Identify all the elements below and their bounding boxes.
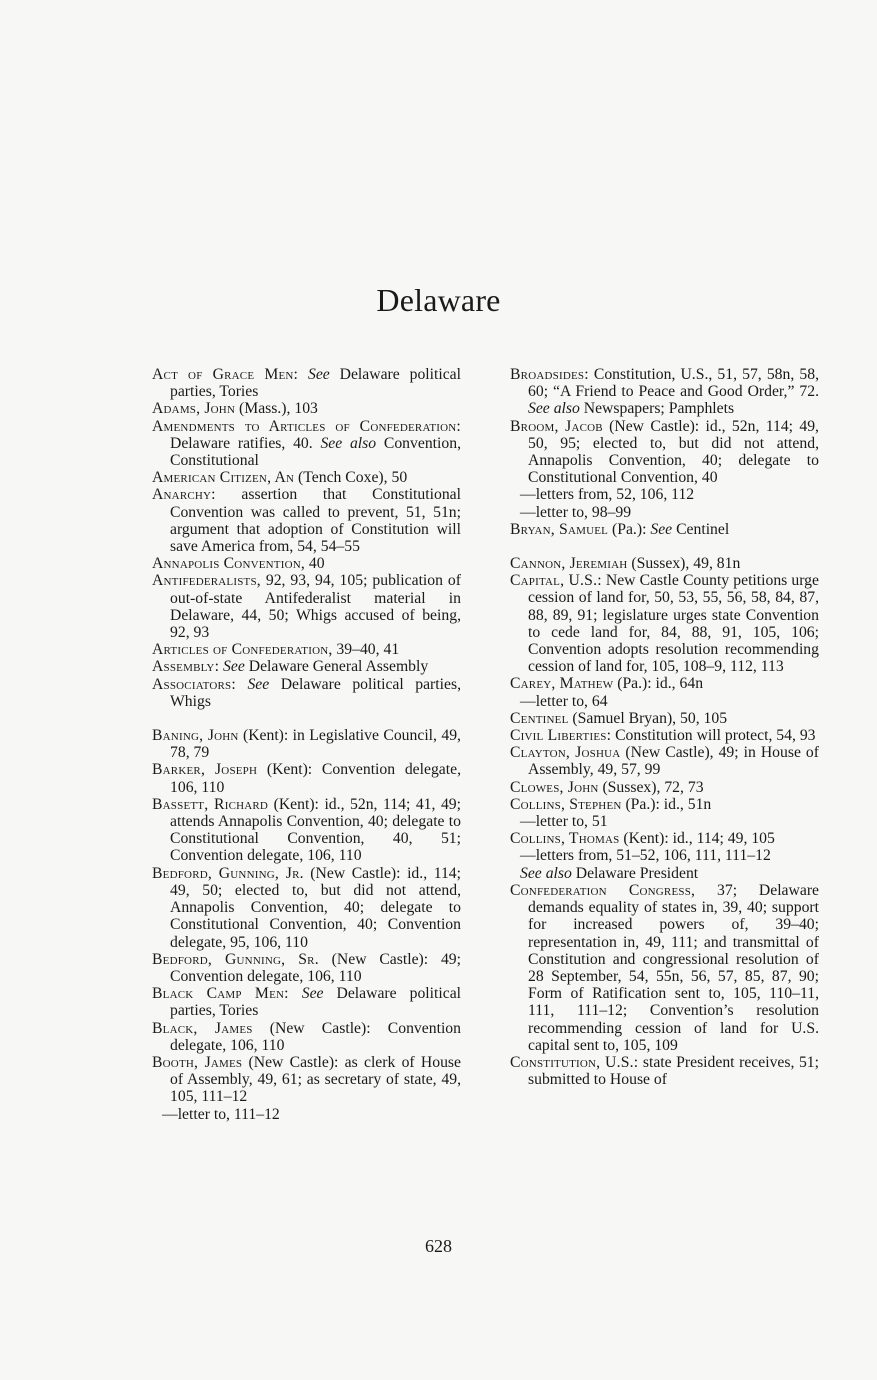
index-subentry: —letter to, 98–99: [520, 503, 632, 521]
entry-heading: Amendments to Articles of Confederation:: [152, 417, 461, 435]
index-entry: [152, 796, 461, 865]
index-entry: [152, 572, 461, 641]
entry-text: assertion that Constitutional Convention was called to prevent, 51, 51n; argument that adoption of Constitution will save America from, 54, 54–55: [170, 486, 461, 556]
page-number: 628: [425, 1236, 452, 1256]
entry-heading: Anarchy:: [152, 486, 216, 504]
index-entry: [152, 641, 461, 658]
entry-text: (Kent): id., 114; 49, 105: [619, 830, 775, 848]
entry-heading: Collins, Stephen: [510, 795, 622, 813]
index-subentry: —letter to, 111–12: [162, 1105, 280, 1123]
entry-heading: Articles of Confederation,: [152, 641, 333, 659]
entry-heading: Black, James: [152, 1019, 253, 1037]
entry-heading: Bedford, Gunning, Jr.: [152, 864, 304, 882]
index-entry: [152, 400, 461, 417]
entry-heading: Capital, U.S.:: [510, 572, 602, 590]
index-entry: [152, 727, 461, 761]
entry-heading: Bedford, Gunning, Sr.: [152, 950, 319, 968]
index-entry: [152, 555, 461, 572]
entry-text: (Sussex), 49, 81n: [627, 555, 741, 573]
index-entry: [152, 1020, 461, 1054]
entry-heading: Antifederalists,: [152, 572, 261, 590]
index-subentry: See also Delaware President: [520, 864, 699, 882]
index-entry: [152, 418, 461, 470]
entry-text: 40: [305, 555, 325, 573]
entry-heading: Carey, Mathew: [510, 675, 614, 693]
entry-text: (New Castle): Convention delegate, 106, 110: [170, 1019, 461, 1054]
entry-text: (Mass.), 103: [235, 400, 318, 418]
entry-text: (Pa.): id., 64n: [613, 675, 704, 693]
entry-text: (New Castle): as clerk of House of Assembly, 49, 61; as secretary of state, 49, 105, 111–12: [170, 1053, 461, 1106]
index-entry: [152, 865, 461, 951]
index-entry: [510, 1054, 819, 1088]
index-entry: [152, 366, 461, 400]
entry-heading: Constitution, U.S.:: [510, 1053, 639, 1071]
entry-heading: Broadsides:: [510, 366, 589, 383]
index-entry: [510, 779, 819, 796]
entry-heading: American Citizen, An: [152, 469, 295, 487]
entry-text: See Delaware political parties, Tories: [170, 985, 462, 1020]
entry-text: New Castle County petitions urge cession of land for, 50, 53, 55, 56, 58, 84, 87, 88, 89, 91; legislature urges state Convention to cede land for, 84, 88, 91, 105, 106; Convention adopts resolution recommending cession of land for, 105, 108–9, 112, 113: [528, 572, 819, 676]
entry-heading: Clayton, Joshua: [510, 744, 621, 762]
entry-text: (Kent): in Legislative Council, 49, 78, 79: [170, 727, 461, 762]
entry-text: (Pa.): See Centinel: [608, 520, 730, 538]
entry-heading: Baning, John: [152, 727, 239, 745]
entry-heading: Centinel: [510, 709, 569, 727]
entry-heading: Clowes, John: [510, 778, 599, 796]
entry-heading: Associators:: [152, 675, 236, 693]
entry-text: See Delaware General Assembly: [223, 658, 429, 676]
entry-heading: Booth, James: [152, 1053, 243, 1071]
index-column-left: [152, 366, 461, 1123]
index-entry: [510, 830, 819, 847]
index-entry: [510, 555, 819, 572]
section-gap: [152, 710, 461, 727]
entry-heading: Collins, Thomas: [510, 830, 620, 848]
entry-text: Delaware ratifies, 40. See also Convention, Constitutional: [170, 434, 461, 470]
entry-heading: Bassett, Richard: [152, 795, 269, 813]
index-entry: [510, 572, 819, 675]
entry-heading: Cannon, Jeremiah: [510, 555, 628, 573]
entry-text: (Sussex), 72, 73: [598, 778, 704, 796]
entry-text: (Samuel Bryan), 50, 105: [568, 709, 728, 727]
index-entry: [152, 1054, 461, 1106]
index-entry: [510, 521, 819, 538]
index-entry: [510, 882, 819, 1054]
entry-text: (New Castle): 49; Convention delegate, 106, 110: [170, 950, 462, 985]
entry-text: (Kent): Convention delegate, 106, 110: [170, 761, 461, 796]
entry-text: state President receives, 51; submitted to House of: [528, 1053, 819, 1089]
index-column-right: [510, 366, 819, 1088]
entry-text: 37; Delaware demands equality of states in, 39, 40; support for increased powers of, 39–40; representation in, 49, 111; and transmittal of Constitution and congressional resolution of 28 September, 54, 55n, 56, 57, 85, 87, 90; Form of Ratification sent to, 105, 110–11, 111, 111–12; Convention’s resolution recommending cession of land for U.S. capital sent to, 105, 109: [528, 881, 820, 1054]
entry-text: See Delaware political parties, Whigs: [170, 675, 461, 710]
entry-text: (New Castle): id., 52n, 114; 49, 50, 95; elected to, but did not attend, Annapolis Convention, 40; delegate to Constitutional Convention, 40: [528, 417, 819, 487]
entry-heading: Black Camp Men:: [152, 985, 289, 1003]
entry-heading: Adams, John: [152, 400, 236, 418]
entry-text: (New Castle), 49; in House of Assembly, 49, 57, 99: [528, 744, 819, 779]
entry-text: See Delaware political parties, Tories: [170, 366, 462, 401]
index-subentry: —letter to, 51: [520, 813, 608, 831]
entry-heading: Confederation Congress,: [510, 881, 696, 899]
index-entry: [152, 658, 461, 675]
entry-text: Constitution, U.S., 51, 57, 58n, 58, 60; “A Friend to Peace and Good Order,” 72. See also Newspapers; Pamphlets: [528, 366, 819, 418]
index-entry: [152, 985, 461, 1019]
entry-heading: Assembly:: [152, 658, 220, 676]
index-entry: [152, 676, 461, 710]
index-entry: [152, 469, 461, 486]
index-entry: [510, 675, 819, 692]
entry-text: Constitution will protect, 54, 93: [611, 727, 816, 745]
index-entry: [510, 744, 819, 778]
index-entry: [510, 727, 819, 744]
entry-heading: Act of Grace Men:: [152, 366, 299, 383]
entry-text: 39–40, 41: [332, 641, 400, 659]
entry-text: (Tench Coxe), 50: [294, 469, 408, 487]
entry-heading: Barker, Joseph: [152, 761, 258, 779]
index-entry: [152, 486, 461, 555]
index-subentry: —letters from, 52, 106, 112: [520, 486, 695, 504]
index-entry: [510, 366, 819, 418]
index-entry: [510, 418, 819, 487]
entry-heading: Civil Liberties:: [510, 727, 612, 745]
entry-heading: Broom, Jacob: [510, 417, 603, 435]
index-entry: [152, 951, 461, 985]
index-subentry: —letters from, 51–52, 106, 111, 111–12: [520, 847, 771, 865]
index-subentry: —letter to, 64: [520, 692, 608, 710]
entry-heading: Bryan, Samuel: [510, 520, 609, 538]
index-entry: [152, 761, 461, 795]
page-title: Delaware: [376, 282, 501, 318]
entry-heading: Annapolis Convention,: [152, 555, 305, 573]
entry-text: 92, 93, 94, 105; publication of out-of-state Antifederalist material in Delaware, 44, 50; Whigs accused of being, 92, 93: [170, 572, 461, 642]
entry-text: (Kent): id., 52n, 114; 41, 49; attends Annapolis Convention, 40; delegate to Constitutional Convention, 40, 51; Convention delegate, 106, 110: [170, 795, 462, 865]
section-gap: [510, 538, 819, 555]
entry-text: (New Castle): id., 114; 49, 50; elected to, but did not attend, Annapolis Convention, 40; delegate to Constitutional Convention, 40; Convention delegate, 95, 106, 110: [170, 864, 461, 951]
index-entry: [510, 796, 819, 813]
index-entry: [510, 710, 819, 727]
entry-text: (Pa.): id., 51n: [621, 795, 712, 813]
